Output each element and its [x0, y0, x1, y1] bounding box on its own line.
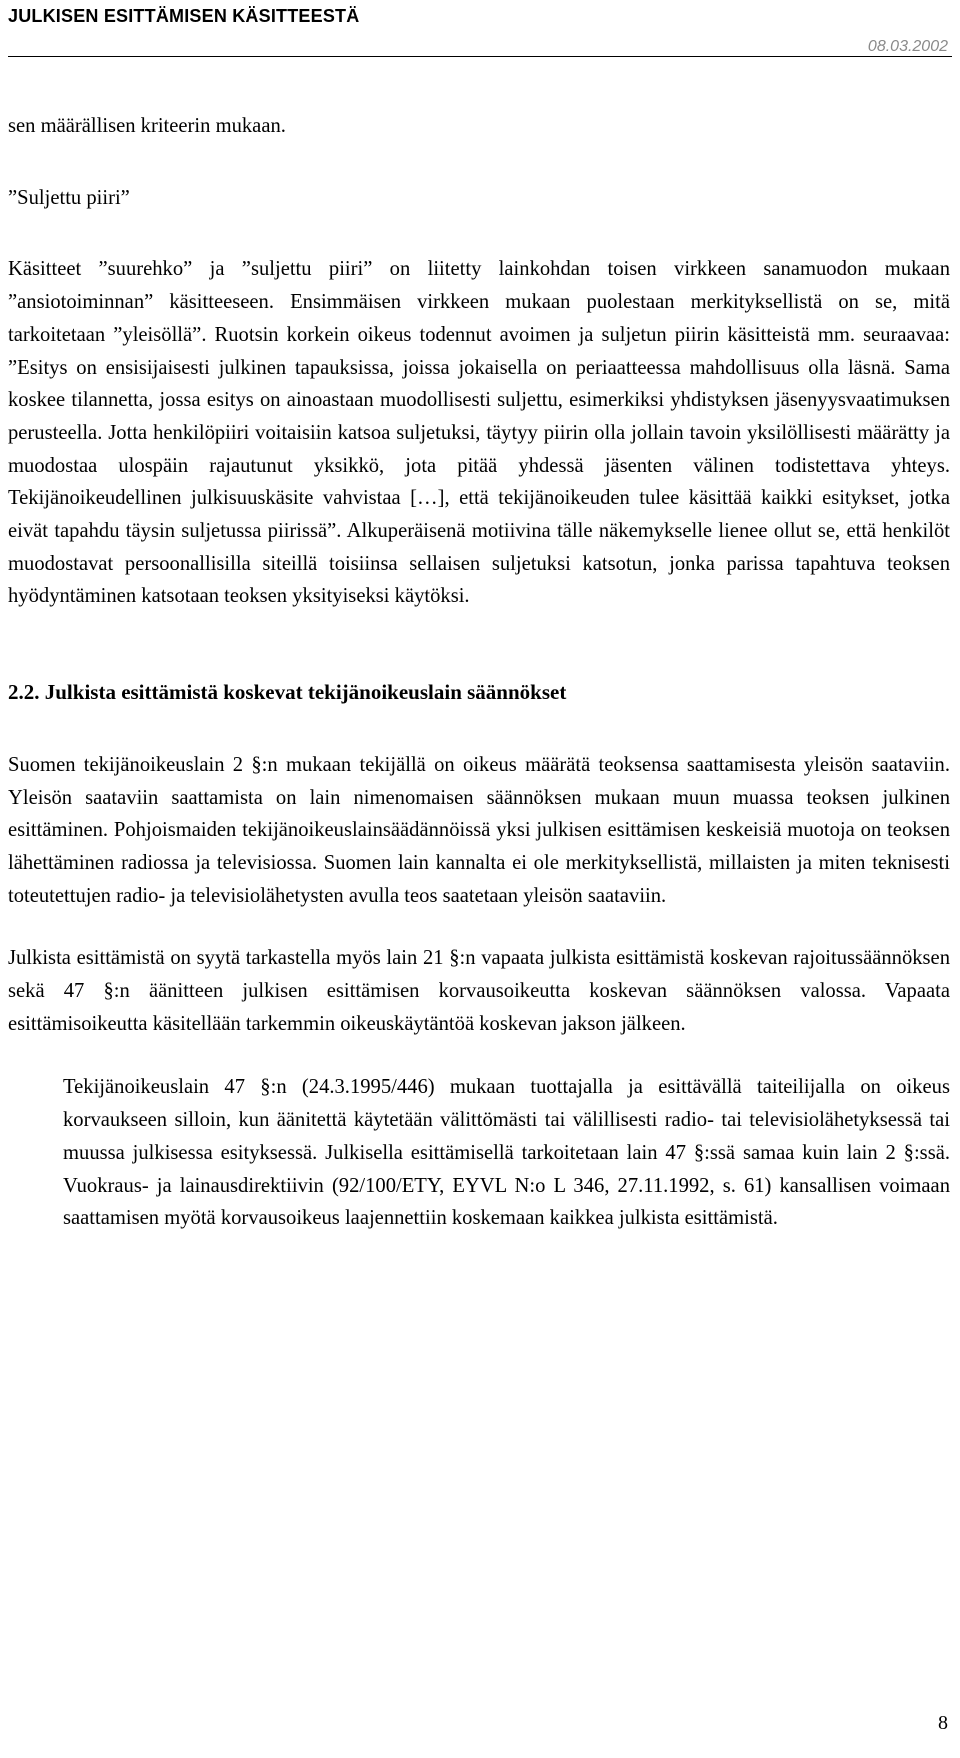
intro-line: sen määrällisen kriteerin mukaan. [8, 115, 286, 137]
section-title: 2.2. Julkista esittämistä koskevat tekijänoikeuslain säännökset [8, 680, 567, 705]
paragraph-closed-circle: Käsitteet ”suurehko” ja ”suljettu piiri” on liitetty lainkohdan toisen virkkeen sanamuodon mukaan ”ansiotoiminnan” käsitteeseen. Ensimmäisen virkkeen mukaan puolestaan merkityksellistä on se, mitä tarkoitetaan ”yleisöllä”. Ruotsin korkein oikeus todennut avoimen ja suljetun piirin käsitteistä mm. seuraavaa: ”Esitys on ensisijaisesti julkinen tapauksissa, joissa jokaisella on periaatteessa mahdollisuus olla läsnä. Sama koskee tilannetta, jossa esitys on ainoastaan muodollisesti suljettu, esimerkiksi yhdistyksen jäsenyysvaatimuksen perusteella. Jotta henkilöpiiri voitaisiin katsoa suljetuksi, täytyy piirin olla jollain tavoin yksilöllisesti määrätty ja muodostaa ulospäin rajautunut yksikkö, jota pitää yhdessä jäsenten välinen todistettava yhteys. Tekijänoikeudellinen julkisuuskäsite vahvistaa […], että tekijänoikeuden tulee käsittää kaikki esitykset, jotka eivät tapahdu täysin suljetussa piirissä”. Alkuperäisenä motiivina tälle näkemykselle lienee ollut se, että henkilöt muodostavat persoonallisilla siteillä toisiinsa sellaisen suljetuksi katsotun, jonka parissa tapahtuva teoksen hyödyntäminen katsotaan teoksen yksityiseksi käytöksi. [8, 258, 950, 608]
page-number: 8 [938, 1712, 948, 1734]
paragraph-public-performance: Julkista esittämistä on syytä tarkastella myös lain 21 §:n vapaata julkista esittämistä koskevan rajoitussäännöksen sekä 47 §:n äänitteen julkisen esittämisen korvausoikeutta koskevan säännöksen valossa. Vapaata esittämisoikeutta käsitellään tarkemmin oikeuskäytäntöä koskevan jakson jälkeen. [8, 947, 950, 1035]
paragraph-copyright-law: Suomen tekijänoikeuslain 2 §:n mukaan tekijällä on oikeus määrätä teoksensa saattamisesta yleisön saataviin. Yleisön saataviin saattamista on lain nimenomaisen säännöksen mukaan muun muassa teoksen julkinen esittäminen. Pohjoismaiden tekijänoikeuslainsäädännöissä yksi julkisen esittämisen keskeisiä muotoja on teoksen lähettäminen radiossa ja televisiossa. Suomen lain kannalta ei ole merkityksellistä, millaisten ja miten teknisesti toteutettujen radio- ja televisiolähetysten avulla teos saatetaan yleisön saataviin. [8, 753, 950, 907]
header-date: 08.03.2002 [867, 38, 948, 55]
block-quote: Tekijänoikeuslain 47 §:n (24.3.1995/446) mukaan tuottajalla ja esittävällä taiteilijalla on oikeus korvaukseen silloin, kun äänitettä käytetään välittömästi tai välillisesti radio- tai televisiolähetyksessä tai muussa julkisessa esityksessä. Julkisella esittämisellä tarkoitetaan lain 47 §:ssä samaa kuin lain 2 §:ssä. Vuokraus- ja lainausdirektiivin (92/100/ETY, EYVL N:o L 346, 27.11.1992, s. 61) kansallisen voimaan saattamisen myötä korvausoikeus laajennettiin koskemaan kaikkea julkista esittämistä. [63, 1076, 950, 1230]
page-header [8, 2, 952, 57]
subheading: ”Suljettu piiri” [8, 186, 130, 209]
header-title: JULKISEN ESITTÄMISEN KÄSITTEESTÄ [8, 6, 360, 26]
document-body [8, 110, 950, 1235]
